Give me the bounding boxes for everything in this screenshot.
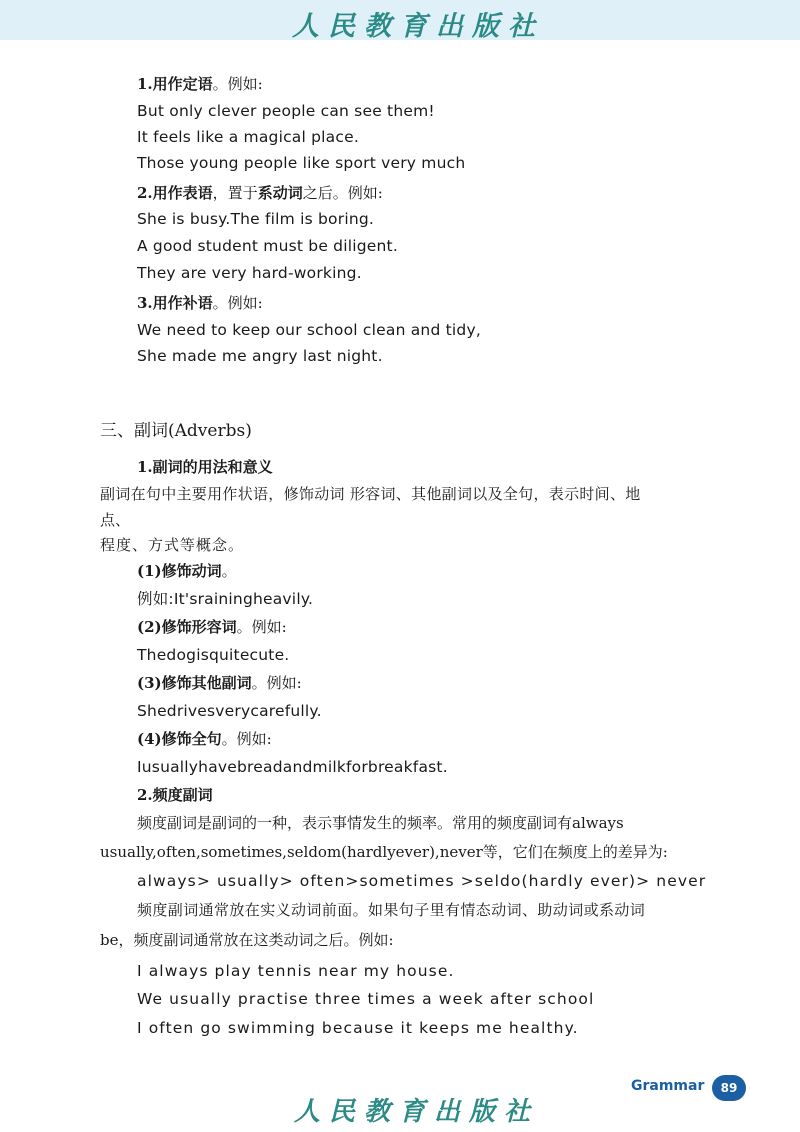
predicative-text-a: ，置于 — [212, 184, 258, 202]
usage-heading: 1.副词的用法和意义 — [137, 458, 273, 476]
usage-description-line: 程度、方式等概念。 — [100, 536, 245, 554]
example-line: They are very hard-working. — [137, 264, 362, 282]
attributive-heading: 1.用作定语 — [137, 75, 213, 93]
publisher-logo-footer: 人民教育出版社 — [294, 1097, 540, 1127]
usage-item-example: Shedrivesverycarefully. — [137, 702, 322, 720]
example-line: She made me angry last night. — [137, 347, 383, 365]
publisher-logo: 人民教育出版社 — [292, 11, 544, 42]
usage-item-example: Iusuallyhavebreadandmilkforbreakfast. — [137, 758, 448, 776]
frequency-heading: 2.频度副词 — [137, 786, 213, 804]
section-title: 三、副词(Adverbs) — [100, 421, 252, 441]
usage-description-line: 副词在句中主要用作状语，修饰动词 形容词、其他副词以及全句，表示时间、地 — [100, 485, 641, 503]
complement-heading: 3.用作补语 — [137, 294, 213, 312]
predicative-text-b: 之后。例如: — [302, 184, 383, 202]
usage-item-example: 例如:It'srainingheavily. — [137, 590, 314, 608]
complement-tail: 。例如: — [212, 294, 263, 312]
predicative-heading: 2.用作表语 — [137, 184, 213, 202]
example-line: A good student must be diligent. — [137, 237, 398, 255]
frequency-paragraph-line: be，频度副词通常放在这类动词之后。例如: — [100, 931, 394, 949]
frequency-example: I often go swimming because it keeps me healthy. — [137, 1019, 579, 1037]
usage-item-heading-line — [137, 617, 287, 637]
frequency-paragraph-line: usually,often,sometimes,seldom(hardlyever),never等，它们在频度上的差异为: — [100, 843, 668, 861]
usage-item-tail: 。例如: — [251, 674, 302, 692]
frequency-paragraph-line: 频度副词是副词的一种，表示事情发生的频率。常用的频度副词有always — [137, 814, 624, 832]
header-band — [0, 0, 800, 40]
usage-description-line: 点、 — [100, 511, 131, 529]
usage-item-tail: 。例如: — [236, 618, 287, 636]
usage-item-heading-line — [137, 561, 237, 581]
example-line: But only clever people can see them! — [137, 102, 435, 120]
frequency-paragraph-line: 频度副词通常放在实义动词前面。如果句子里有情态动词、助动词或系动词 — [137, 901, 646, 919]
example-line: She is busy.The film is boring. — [137, 210, 375, 228]
page-number: 89 — [712, 1075, 746, 1101]
usage-item-tail: 。 — [221, 562, 237, 580]
usage-item-heading-line — [137, 673, 302, 693]
usage-item-example: Thedogisquitecute. — [137, 646, 290, 664]
frequency-example: We usually practise three times a week after school — [137, 990, 595, 1008]
usage-item-heading: (1)修饰动词 — [137, 562, 222, 580]
example-line: Those young people like sport very much — [137, 154, 466, 172]
predicative-strong: 系动词 — [257, 184, 303, 202]
frequency-scale: always> usually> often>sometimes >seldo(hardly ever)> never — [137, 872, 707, 890]
usage-item-heading: (4)修饰全句 — [137, 730, 222, 748]
frequency-example: I always play tennis near my house. — [137, 962, 455, 980]
usage-item-heading-line — [137, 729, 272, 749]
usage-item-heading: (3)修饰其他副词 — [137, 674, 252, 692]
complement-heading-line — [137, 293, 263, 313]
example-line: We need to keep our school clean and tidy, — [137, 321, 481, 339]
usage-item-tail: 。例如: — [221, 730, 272, 748]
attributive-tail: 。例如: — [212, 75, 263, 93]
attributive-heading-line — [137, 74, 263, 94]
usage-item-heading: (2)修饰形容词 — [137, 618, 237, 636]
predicative-heading-line — [137, 183, 383, 203]
example-line: It feels like a magical place. — [137, 128, 359, 146]
section-label: Grammar — [631, 1078, 705, 1094]
